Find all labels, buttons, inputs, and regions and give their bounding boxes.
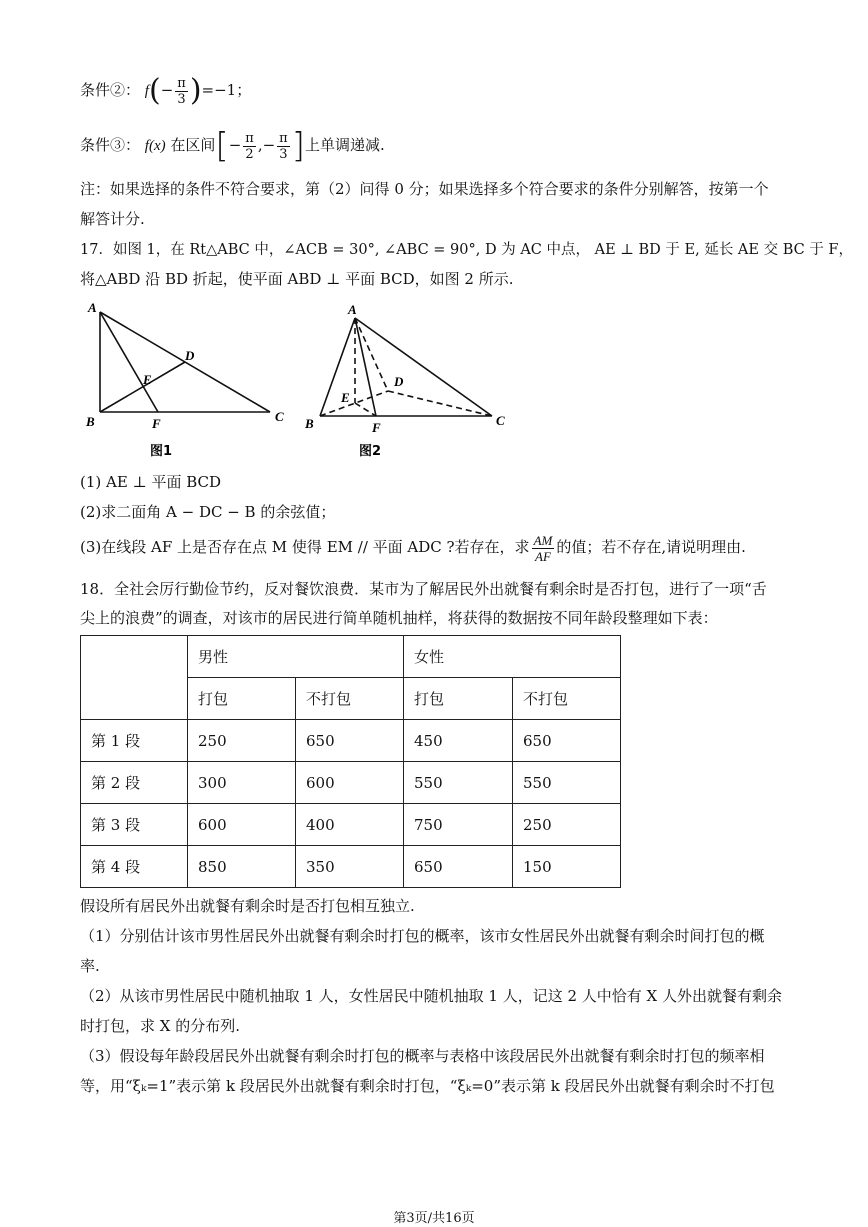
label-d: D <box>394 374 404 389</box>
interval-word: 在区间 <box>170 136 216 154</box>
table-cell: 750 <box>404 804 513 846</box>
note-line-1: 注：如果选择的条件不符合要求，第（2）问得 0 分；如果选择多个符合要求的条件分别解答，按第一个 <box>80 180 769 198</box>
table-cell: 650 <box>513 720 621 762</box>
figure-1 <box>80 298 300 463</box>
edge-af <box>100 312 158 412</box>
table-cell: 550 <box>513 762 621 804</box>
table-cell: 600 <box>296 762 404 804</box>
q18-part-2-line-2: 时打包，求 X 的分布列. <box>80 1017 240 1035</box>
q17-part-2: (2)求二面角 A − DC − B 的余弦值； <box>80 503 336 521</box>
condition-3-label: 条件③： <box>80 136 141 154</box>
table-cell: 300 <box>188 762 296 804</box>
label-b: B <box>86 414 95 429</box>
survey-table <box>80 635 621 888</box>
edge-ac <box>355 318 492 416</box>
figure-2-caption: 图2 <box>359 444 382 459</box>
q17-line-1: 17．如图 1，在 Rt△ABC 中，∠ACB = 30°, ∠ABC = 90°, D 为 AC 中点， AE ⊥ BD 于 E, 延长 AE 交 BC 于 F， <box>80 242 853 258</box>
subheader-cell: 不打包 <box>296 678 404 720</box>
q18-part-3-line-2: 等，用“ξₖ=1”表示第 k 段居民外出就餐有剩余时打包，“ξₖ=0”表示第 k 段居民外出就餐有剩余时不打包 <box>80 1077 775 1095</box>
table-cell: 650 <box>404 846 513 888</box>
row-label: 第 4 段 <box>81 846 188 888</box>
label-f: F <box>152 416 161 431</box>
condition-2-rhs: =−1； <box>201 81 252 99</box>
q17-line-2: 将△ABD 沿 BD 折起，使平面 ABD ⊥ 平面 BCD，如图 2 所示. <box>80 270 514 288</box>
label-b: B <box>305 416 314 431</box>
minus-sign: − <box>160 81 174 99</box>
label-d: D <box>185 348 195 363</box>
bracket-close: ] <box>291 126 305 166</box>
subheader-cell: 打包 <box>404 678 513 720</box>
row-label: 第 3 段 <box>81 804 188 846</box>
q17-part-3-tail: 的值；若不存在,请说明理由. <box>556 538 746 556</box>
table-cell: 850 <box>188 846 296 888</box>
function-f: f <box>144 138 149 154</box>
note-line-2: 解答计分. <box>80 210 145 228</box>
subheader-cell: 不打包 <box>513 678 621 720</box>
condition-2 <box>80 70 251 110</box>
edge-ab <box>320 318 355 416</box>
q18-assumption: 假设所有居民外出就餐有剩余时是否打包相互独立. <box>80 897 415 915</box>
fraction-pi-3: $\frac{\pi}{3}$ <box>177 75 186 107</box>
q18-part-1-line-2: 率. <box>80 957 100 975</box>
header-male: 男性 <box>188 636 404 678</box>
table-cell: 400 <box>296 804 404 846</box>
function-arg: (x) <box>148 138 166 154</box>
q18-line-1: 18．全社会厉行勤俭节约，反对餐饮浪费．某市为了解居民外出就餐有剩余时是否打包，进行了一项“舌 <box>80 580 767 598</box>
table-cell: 250 <box>188 720 296 762</box>
table-cell: 350 <box>296 846 404 888</box>
condition-3-tail: 上单调递减. <box>304 136 385 154</box>
paren-close: ) <box>189 73 202 108</box>
q18-part-1-line-1: （1）分别估计该市男性居民外出就餐有剩余时打包的概率，该市女性居民外出就餐有剩余时间打包的概 <box>80 927 765 945</box>
edge-bd-dashed <box>320 391 388 416</box>
table-cell: 250 <box>513 804 621 846</box>
label-c: C <box>496 413 505 428</box>
table-cell: 550 <box>404 762 513 804</box>
table-row <box>81 804 621 846</box>
fraction-pi-3: $\frac{\pi}{3}$ <box>279 130 288 162</box>
q18-line-2: 尖上的浪费”的调查，对该市的居民进行简单随机抽样，将获得的数据按不同年龄段整理如下表： <box>80 609 718 627</box>
table-cell: 600 <box>188 804 296 846</box>
figure-2 <box>300 298 520 463</box>
function-f: f <box>144 83 149 99</box>
condition-2-label: 条件②： <box>80 81 141 99</box>
fraction-pi-2: $\frac{\pi}{2}$ <box>245 130 254 162</box>
q17-part-3 <box>80 527 746 567</box>
q18-part-3-line-1: （3）假设每年龄段居民外出就餐有剩余时打包的概率与表格中该段居民外出就餐有剩余时打包的频率相 <box>80 1047 765 1065</box>
fraction-am-af: $\frac{AM}{AF}$ <box>533 532 553 564</box>
label-e: E <box>143 372 152 387</box>
table-row <box>81 720 621 762</box>
table-cell: 650 <box>296 720 404 762</box>
condition-3: 条件③： f(x) 在区间[− $\frac{\pi}{2}$ ,− $\frac{\pi}{3}$ ]上单调递减. <box>80 126 385 166</box>
q18-part-2-line-1: （2）从该市男性居民中随机抽取 1 人，女性居民中随机抽取 1 人，记这 2 人中恰有 X 人外出就餐有剩余 <box>80 987 783 1005</box>
table-cell: 450 <box>404 720 513 762</box>
table-header-row-1 <box>81 636 621 678</box>
table-row <box>81 762 621 804</box>
figure-1-caption: 图1 <box>150 444 173 459</box>
edge-bd <box>100 362 185 412</box>
label-a: A <box>88 300 97 315</box>
label-e: E <box>341 390 350 405</box>
bracket-open: [ <box>215 126 229 166</box>
table-cell: 150 <box>513 846 621 888</box>
label-f: F <box>372 420 381 435</box>
subheader-cell: 打包 <box>188 678 296 720</box>
label-c: C <box>275 409 284 424</box>
page-footer: 第3页/共16页 <box>393 1211 475 1226</box>
label-a: A <box>348 302 357 317</box>
edge-dc-dashed <box>388 391 492 416</box>
row-label: 第 1 段 <box>81 720 188 762</box>
table-row <box>81 846 621 888</box>
header-female: 女性 <box>404 636 621 678</box>
q17-part-1: (1) AE ⊥ 平面 BCD <box>80 473 222 491</box>
q17-part-3-text: (3)在线段 AF 上是否存在点 M 使得 EM // 平面 ADC ?若存在，求 <box>80 538 530 556</box>
paren-open: ( <box>148 73 161 108</box>
row-label: 第 2 段 <box>81 762 188 804</box>
table-corner-cell <box>81 636 188 720</box>
